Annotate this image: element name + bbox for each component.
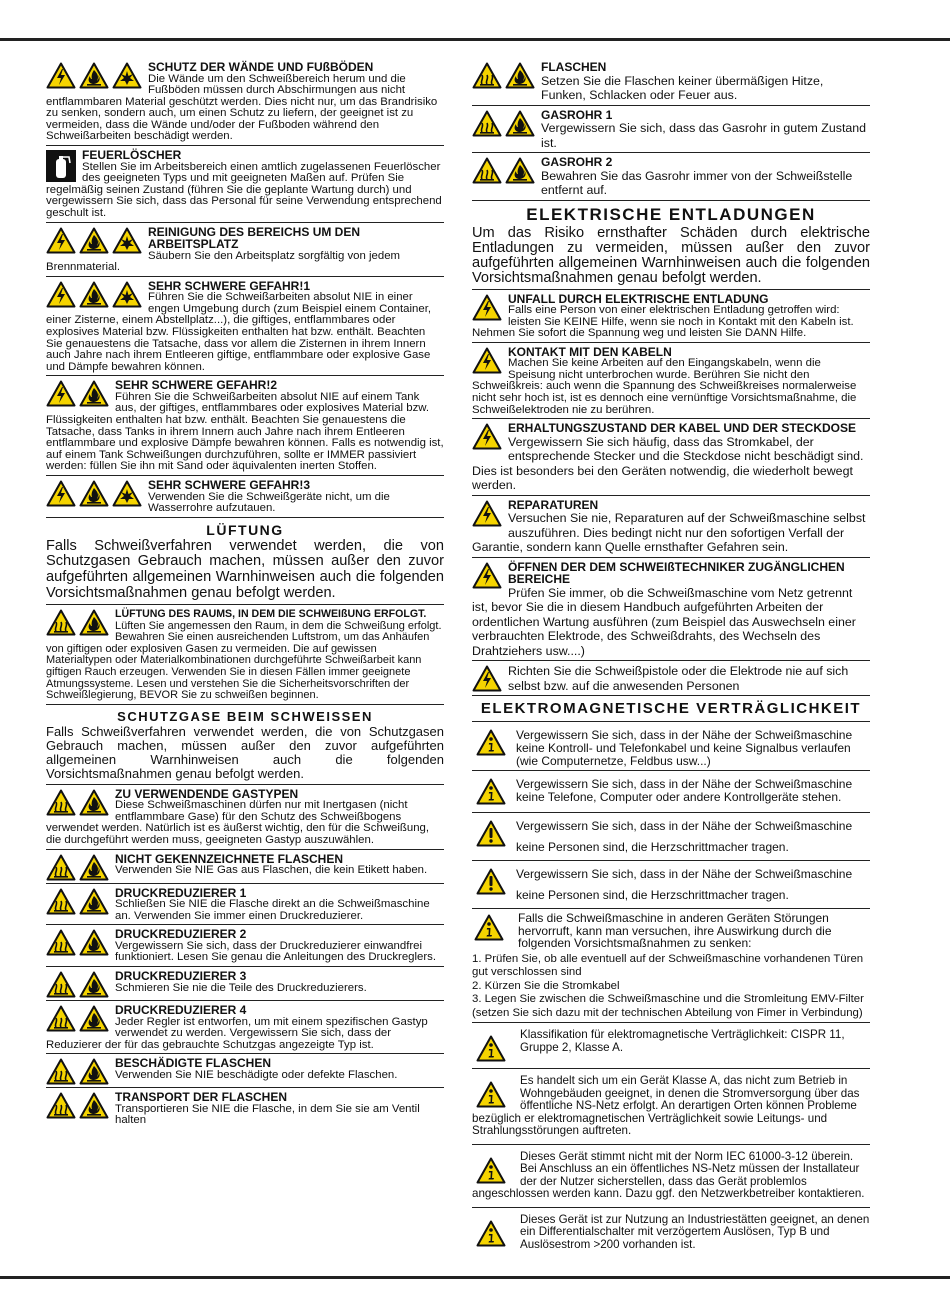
heat-hazard-icon xyxy=(46,854,76,881)
block-title: REPARATUREN xyxy=(508,497,599,512)
block-text: Richten Sie die Schweißpistole oder die Elektrode nie auf sich selbst bzw. auf die anwesenden Personen xyxy=(508,664,849,693)
emv-note-block xyxy=(472,1023,870,1069)
section-title-elektrische: ELEKTRISCHE ENTLADUNGEN xyxy=(526,204,816,224)
block-title: FLASCHEN xyxy=(541,60,607,74)
warning-block xyxy=(46,785,444,850)
block-text: Führen Sie die Schweißarbeiten absolut NIE auf einem Tank aus, der giftiges, entflammbares oder explosives Material bzw. Flüssigkeiten enthalten hat bzw. enthält. Beachten Sie genauestens die Tatsache, dass Tanks in ihrem Innern auch Jahre nach ihrem Entleeren entflammbare und explosive Dämpfe bewahren können. Falls es notwendig ist, auf einem Tank Schweißungen durchzuführen, sollte er IMMER passiviert werden: füllen Sie ihn mit Sand oder äquivalenten inerten Stoffen. xyxy=(46,390,444,473)
block-title: ZU VERWENDENDE GASTYPEN xyxy=(115,786,299,801)
bottom-rule xyxy=(0,1276,950,1279)
warning-block xyxy=(46,58,444,146)
block-text: Die Wände um den Schweißbereich herum und die Fußböden müssen durch Abschirmungen aus nicht entflammbaren Material geschützt werden. Dies nicht nur, um das Brandrisiko zu senken, sondern auch, um einen Schutz zu liefern, der geeignet ist zu vermeiden, dass die Wände und/oder der Fußboden während den Schweißarbeiten beschädigt werden. xyxy=(46,72,438,143)
section-title-emv: ELEKTROMAGNETISCHE VERTRÄGLICHKEIT xyxy=(472,696,870,722)
emv-note-block xyxy=(472,1069,870,1145)
warning-block xyxy=(46,223,444,277)
warning-block xyxy=(46,1088,444,1129)
fire-hazard-icon xyxy=(79,62,109,89)
block-title: KONTAKT MIT DEN KABELN xyxy=(508,344,672,359)
info-icon xyxy=(476,1220,506,1247)
fire-hazard-icon xyxy=(79,281,109,308)
block-text: Lüften Sie angemessen den Raum, in dem die Schweißung erfolgt. Bewahren Sie einen ausreichenden Luftstrom, um das Anhäufen von giftigen oder explosiven Gasen zu vermeiden. Die auf gewissen Materialtypen oder Materialkombinationen durchgeführte Schweißarbeit kann giftigen Rauch erzeugen. Verwenden Sie in diesen Fällen immer geeignete Atmungssysteme. Lesen und verstehen Sie die Sicherheitsvorschriften der Schweißlegierung, BEVOR Sie zu schweißen beginnen. xyxy=(46,619,442,702)
fire-hazard-icon xyxy=(505,62,535,89)
block-title: DRUCKREDUZIERER 2 xyxy=(115,927,247,942)
heat-hazard-icon xyxy=(46,971,76,998)
block-text: Jeder Regler ist entworfen, um mit einem spezifischen Gastyp verwendet zu werden. Vergewissern Sie sich, dass der Reduzierer der für das gebrauchte Schutzgas angezeigte Typ ist. xyxy=(46,1015,428,1051)
heat-hazard-icon xyxy=(472,110,502,137)
emv-list-intro: Falls die Schweißmaschine in anderen Geräten Störungen hervorruft, kann man versuchen, ihre Auswirkung durch die folgenden Vorsichtsmaßnahmen zu senken: xyxy=(518,911,832,951)
warning-block xyxy=(46,376,444,476)
info-icon xyxy=(476,1157,506,1184)
block-text: Dieses Gerät ist zur Nutzung an Industriestätten geeignet, an denen ein Differentialschalter mit verzögertem Auslösen, Typ B und Auslösestrom >200 vorhanden ist. xyxy=(520,1212,870,1251)
block-text: Vergewissern Sie sich häufig, dass das Stromkabel, der entsprechende Stecker und die Steckdose nicht beschädigt sind. Dies ist besonders bei den Geräten notwendig, die wiederholt bewegt werden. xyxy=(472,434,864,493)
electric-hazard-icon xyxy=(46,227,76,254)
explosion-hazard-icon xyxy=(112,480,142,507)
info-icon xyxy=(476,778,506,805)
exclamation-icon xyxy=(476,868,506,895)
fire-hazard-icon xyxy=(79,888,109,915)
emv-block xyxy=(472,771,870,813)
block-title: GASROHR 1 xyxy=(541,107,613,122)
block-title: TRANSPORT DER FLASCHEN xyxy=(115,1090,288,1105)
heat-hazard-icon xyxy=(472,62,502,89)
warning-block xyxy=(472,661,870,696)
electric-hazard-icon xyxy=(46,281,76,308)
block-text: Vergewissern Sie sich, dass in der Nähe der Schweißmaschine keine Kontroll- und Telefonkabel und keine Signalbus verlaufen (wie Computernetze, Feldbus usw...) xyxy=(516,728,853,769)
block-text: Führen Sie die Schweißarbeiten absolut NIE in einer engen Umgebung durch (zum Beispiel einem Container, einer Zisterne, einem Abstellplatz...), die giftiges, entflammbares oder explosives Material bzw. Flüssigkeiten enthalten hat bzw. enthält. Beachten Sie genauestens die Tatsache, dass vor allem die Zisternen in ihrem Innern auch Jahre nach ihrem Entleeren giftige, entflammbare oder explosive Gase und Dämpfe bewahren können. xyxy=(46,291,432,373)
fire-hazard-icon xyxy=(79,1092,109,1119)
section-title-lueftung: LÜFTUNG xyxy=(206,521,284,538)
heat-hazard-icon xyxy=(46,789,76,816)
warning-block xyxy=(46,967,444,1001)
warning-block xyxy=(472,106,870,154)
warning-block xyxy=(46,146,444,222)
warning-block xyxy=(46,277,444,377)
block-title: SCHUTZ DER WÄNDE UND FUßBÖDEN xyxy=(148,60,374,74)
warning-block xyxy=(46,605,444,705)
warning-block xyxy=(472,558,870,662)
emv-block xyxy=(472,722,870,771)
fire-hazard-icon xyxy=(79,929,109,956)
block-text: Säubern Sie den Arbeitsplatz sorgfältig von jedem Brennmaterial. xyxy=(46,249,401,274)
block-title: FEUERLÖSCHER xyxy=(82,148,182,163)
left-column xyxy=(46,58,444,1129)
fire-extinguisher-icon xyxy=(46,150,76,182)
emv-list-item: 2. Kürzen Sie die Stromkabel xyxy=(472,979,620,992)
block-text: Transportieren Sie NIE die Flasche, in dem Sie sie am Ventil halten xyxy=(115,1102,420,1127)
block-title: ERHALTUNGSZUSTAND DER KABEL UND DER STECKDOSE xyxy=(508,421,857,436)
explosion-hazard-icon xyxy=(112,62,142,89)
heat-hazard-icon xyxy=(46,1005,76,1032)
block-title: ÖFFNEN DER DEM SCHWEIßTECHNIKER ZUGÄNGLICHEN BEREICHE xyxy=(508,559,845,587)
fire-hazard-icon xyxy=(79,854,109,881)
block-title: LÜFTUNG DES RAUMS, IN DEM DIE SCHWEIßUNG ERFOLGT. xyxy=(115,608,427,621)
block-title: BESCHÄDIGTE FLASCHEN xyxy=(115,1056,272,1071)
block-text: Falls eine Person von einer elektrischen Entladung getroffen wird: leisten Sie KEINE Hilfe, wenn sie noch in Kontakt mit den Kabeln ist. Nehmen Sie sofort die Spannung weg und leisten Sie DANN Hilfe. xyxy=(472,304,854,340)
info-icon xyxy=(474,914,504,941)
emv-list-block xyxy=(472,909,870,1023)
block-title: SEHR SCHWERE GEFAHR!3 xyxy=(148,478,311,493)
warning-block xyxy=(472,343,870,419)
emv-list-item: 1. Prüfen Sie, ob alle eventuell auf der Schweißmaschine vorhandenen Türen gut verschlossen sind xyxy=(472,952,864,979)
electric-hazard-icon xyxy=(46,380,76,407)
block-text: Vergewissern Sie sich, dass der Druckreduzierer einwandfrei funktioniert. Lesen Sie genau die Anleitungen des Druckreglers. xyxy=(115,939,437,964)
block-text: Schmieren Sie nie die Teile des Druckreduzierers. xyxy=(115,981,367,994)
block-text: Diese Schweißmaschinen dürfen nur mit Inertgasen (nicht entflammbare Gase) für den Schutz des Schweißbogens verwendet werden. Natürlich ist es äußerst wichtig, den für die Schweißung, die durchgeführt werden muss, geeigneten Gastyp auszuwählen. xyxy=(46,799,430,847)
block-text: Dieses Gerät stimmt nicht mit der Norm IEC 61000-3-12 überein. Bei Anschluss an ein öffentliches NS-Netz müssen der Installateur der der Nutzer sicherstellen, dass das Gerät problemlos angeschlossen werden kann. Dazu ggf. den Netzwerkbetreiber kontaktieren. xyxy=(472,1149,865,1201)
block-text: Es handelt sich um ein Gerät Klasse A, das nicht zum Betrieb in Wohngebäuden geeignet, in denen die Stromversorgung über das öffentliche NS-Netz erfolgt. An derartigen Orten können Probleme bezüglich er elektromagnetischen Verträglichkeit sowie Leitungs- und Strahlungsstörungen auftreten. xyxy=(472,1074,860,1138)
warning-block xyxy=(46,850,444,884)
fire-hazard-icon xyxy=(79,971,109,998)
block-title: GASROHR 2 xyxy=(541,155,613,169)
heat-hazard-icon xyxy=(46,1058,76,1085)
fire-hazard-icon xyxy=(79,1005,109,1032)
block-text: Klassifikation für elektromagnetische Verträglichkeit: CISPR 11, Gruppe 2, Klasse A. xyxy=(520,1028,845,1054)
block-text: Schließen Sie NIE die Flasche direkt an die Schweißmaschine an. Verwenden Sie immer einen Druckreduzierer. xyxy=(115,898,430,922)
exclamation-icon xyxy=(476,820,506,847)
block-text: Verwenden Sie die Schweißgeräte nicht, um die Wasserrohre aufzutauen. xyxy=(148,490,390,515)
elektrische-intro: Um das Risiko ernsthafter Schäden durch elektrische Entladungen zu vermeiden, müssen außer den zuvor aufgeführten allgemeinen Warnhinweisen auch die folgenden Vorsichtsmaßnahmen genau befolgt werden. xyxy=(472,226,870,290)
warning-block xyxy=(46,1001,444,1054)
block-title: SEHR SCHWERE GEFAHR!1 xyxy=(148,278,311,293)
warning-block xyxy=(46,925,444,967)
warning-block xyxy=(472,153,870,201)
electric-hazard-icon xyxy=(472,423,502,450)
electric-hazard-icon xyxy=(46,480,76,507)
explosion-hazard-icon xyxy=(112,281,142,308)
warning-block xyxy=(472,58,870,106)
warning-block xyxy=(46,884,444,926)
block-text: Stellen Sie im Arbeitsbereich einen amtlich zugelassenen Feuerlöscher des geeigneten Typs und mit geeigneten Maßen auf. Prüfen Sie regelmäßig seinen Zustand (führen Sie die geplante Wartung durch) und vergewissern Sie sich, dass das Personal für seine Verwendung entsprechend geschult ist. xyxy=(46,160,442,219)
warning-block xyxy=(472,496,870,558)
heat-hazard-icon xyxy=(46,888,76,915)
fire-hazard-icon xyxy=(505,157,535,184)
section-title-schutzgase: SCHUTZGASE BEIM SCHWEISSEN xyxy=(117,708,373,724)
warning-block xyxy=(472,419,870,496)
emv-block xyxy=(472,813,870,861)
block-title: DRUCKREDUZIERER 3 xyxy=(115,969,247,983)
electric-hazard-icon xyxy=(472,562,502,589)
fire-hazard-icon xyxy=(79,480,109,507)
block-title: NICHT GEKENNZEICHNETE FLASCHEN xyxy=(115,851,344,866)
block-text: Prüfen Sie immer, ob die Schweißmaschine vom Netz getrennt ist, bevor Sie die in diesem Handbuch aufgeführten Arbeiten der ordentlichen Wartung ausführen (zum Beispiel das Auswechseln einer verbrauchten Elektrode, des Schweißdrahts, des Wechseln des Drahtziehers usw....) xyxy=(472,585,856,658)
emv-list-item: 3. Legen Sie zwischen die Schweißmaschine und die Stromleitung EMV-Filter (setzen Sie sich dazu mit der technischen Abteilung von Fimer in Verbindung) xyxy=(472,993,864,1019)
heat-hazard-icon xyxy=(46,609,76,636)
electric-hazard-icon xyxy=(46,62,76,89)
fire-hazard-icon xyxy=(79,609,109,636)
electric-hazard-icon xyxy=(472,347,502,374)
block-text: Machen Sie keine Arbeiten auf den Eingangskabeln, wenn die Speisung nicht unterbrochen wurde. Berühren Sie nicht den Schweißkreis: auch wenn die Spannung des Schweißkreises normalerweise nicht sehr hoch ist, ist es dennoch eine vernünftige Vorsichtsmaßnahme, die Schweißelektroden nie zu berühren. xyxy=(472,357,857,416)
lueftung-intro: Falls Schweißverfahren verwendet werden, die von Schutzgasen Gebrauch machen, müssen außer den zuvor aufgeführten allgemeinen Warnhinweisen auch die folgenden Vorsichtsmaßnahmen genau befolgt werden. xyxy=(46,539,444,605)
block-text: Verwenden Sie NIE beschädigte oder defekte Flaschen. xyxy=(115,1068,398,1081)
fire-hazard-icon xyxy=(79,789,109,816)
block-text: Vergewissern Sie sich, dass das Gasrohr in gutem Zustand ist. xyxy=(541,121,867,150)
emv-block xyxy=(472,861,870,909)
top-rule xyxy=(0,38,950,41)
block-title: DRUCKREDUZIERER 1 xyxy=(115,885,247,900)
block-title: DRUCKREDUZIERER 4 xyxy=(115,1003,247,1017)
explosion-hazard-icon xyxy=(112,227,142,254)
emv-note-block xyxy=(472,1208,870,1258)
warning-block xyxy=(46,1054,444,1088)
info-icon xyxy=(476,1035,506,1062)
heat-hazard-icon xyxy=(46,1092,76,1119)
heat-hazard-icon xyxy=(472,157,502,184)
electric-hazard-icon xyxy=(472,665,502,692)
block-text: Bewahren Sie das Gasrohr immer von der Schweißstelle entfernt auf. xyxy=(541,168,853,197)
block-title: REINIGUNG DES BEREICHS UM DEN ARBEITSPLATZ xyxy=(148,224,361,252)
info-icon xyxy=(476,1081,506,1108)
warning-block xyxy=(46,476,444,518)
block-text: Verwenden Sie NIE Gas aus Flaschen, die kein Etikett haben. xyxy=(115,864,428,877)
heat-hazard-icon xyxy=(46,929,76,956)
block-title: UNFALL DURCH ELEKTRISCHE ENTLADUNG xyxy=(508,291,769,306)
right-column xyxy=(472,58,870,1257)
block-text: Vergewissern Sie sich, dass in der Nähe der Schweißmaschine keine Personen sind, die Herzschrittmacher tragen. xyxy=(516,867,853,903)
fire-hazard-icon xyxy=(79,227,109,254)
fire-hazard-icon xyxy=(505,110,535,137)
block-text: Setzen Sie die Flaschen keiner übermäßigen Hitze, Funken, Schlacken oder Feuer aus. xyxy=(541,73,824,102)
fire-hazard-icon xyxy=(79,1058,109,1085)
electric-hazard-icon xyxy=(472,294,502,321)
block-text: Versuchen Sie nie, Reparaturen auf der Schweißmaschine selbst auszuführen. Dies bedingt nicht nur den sofortigen Verfall der Garantie, sondern kann Quelle ernsthafter Gefahren sein. xyxy=(472,511,866,555)
block-text: Vergewissern Sie sich, dass in der Nähe der Schweißmaschine keine Personen sind, die Herzschrittmacher tragen. xyxy=(516,819,853,855)
warning-block xyxy=(472,290,870,343)
electric-hazard-icon xyxy=(472,500,502,527)
block-title: SEHR SCHWERE GEFAHR!2 xyxy=(115,378,278,393)
block-text: Vergewissern Sie sich, dass in der Nähe der Schweißmaschine keine Telefone, Computer oder andere Kontrollgeräte stehen. xyxy=(516,777,853,805)
schutzgase-intro: Falls Schweißverfahren verwendet werden, die von Schutzgasen Gebrauch machen, müssen außer den zuvor aufgeführten allgemeinen Warnhinweisen auch die folgenden Vorsichtsmaßnahmen genau befolgt werden. xyxy=(46,725,444,785)
fire-hazard-icon xyxy=(79,380,109,407)
emv-note-block xyxy=(472,1145,870,1208)
info-icon xyxy=(476,729,506,756)
